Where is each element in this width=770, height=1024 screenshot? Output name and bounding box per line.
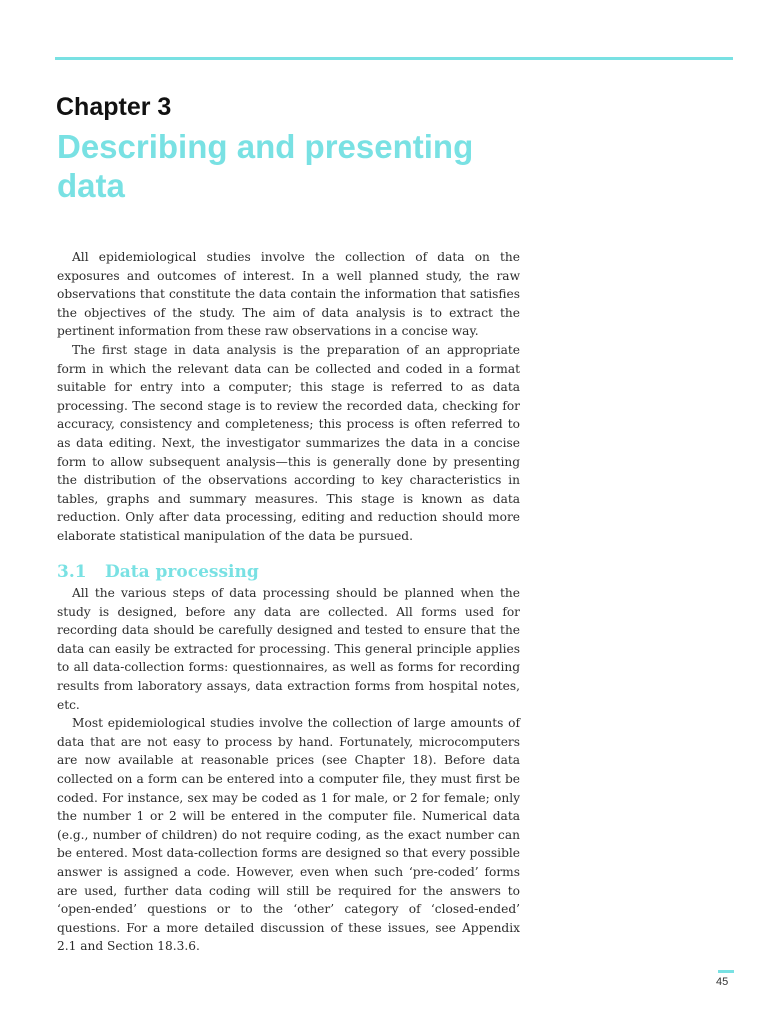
section-heading: [57, 562, 259, 582]
chapter-label: Chapter 3: [56, 93, 172, 121]
section-paragraph: All the various steps of data processing should be planned when the study is designed, before any data are collected. All forms used for recording data should be carefully designed and tested to ensure that the data can easily be extracted for processing. This general principle applies to all data-collection forms: questionnaires, as well as forms for recording results from laboratory assays, data extraction forms from hospital notes, etc.: [57, 586, 520, 712]
section-title: Data processing: [105, 562, 259, 582]
intro-paragraph: All epidemiological studies involve the collection of data on the exposures and outcomes of interest. In a well planned study, the raw observations that constitute the data contain the information that satisfies the objectives of the study. The aim of data analysis is to extract the pertinent information from these raw observations in a concise way.: [57, 250, 520, 339]
chapter-title: Describing and presenting data: [57, 128, 474, 204]
section-number: 3.1: [57, 562, 87, 582]
intro-paragraph: The first stage in data analysis is the preparation of an appropriate form in which the relevant data can be collected and coded in a format suitable for entry into a computer; this stage is referred to as data processing. The second stage is to review the recorded data, checking for accuracy, consistency and completeness; this process is often referred to as data editing. Next, the investigator summarizes the data in a concise form to allow subsequent analysis—this is generally done by presenting the distribution of the observations according to key characteristics in tables, graphs and summary measures. This stage is known as data reduction. Only after data processing, editing and reduction should more elaborate statistical manipulation of the data be pursued.: [57, 342, 520, 543]
section-text: [57, 584, 520, 956]
intro-text: [57, 248, 520, 546]
section-paragraph: Most epidemiological studies involve the collection of large amounts of data that are not easy to process by hand. Fortunately, microcomputers are now available at reasonable prices (see Chapter 18). Before data collected on a form can be entered into a computer file, they must first be coded. For instance, sex may be coded as 1 for male, or 2 for female; only the number 1 or 2 will be entered in the computer file. Numerical data (e.g., number of children) do not require coding, as the exact number can be entered. Most data-collection forms are designed so that every possible answer is assigned a code. However, even when such ‘pre-coded’ forms are used, further data coding will still be required for the answers to ‘open-ended’ questions or to the ‘other’ category of ‘closed-ended’ questions. For a more detailed discussion of these issues, see Appendix 2.1 and Section 18.3.6.: [57, 716, 520, 954]
page-number: 45: [716, 976, 729, 988]
page-number-rule: [718, 970, 734, 973]
top-rule: [55, 57, 733, 60]
